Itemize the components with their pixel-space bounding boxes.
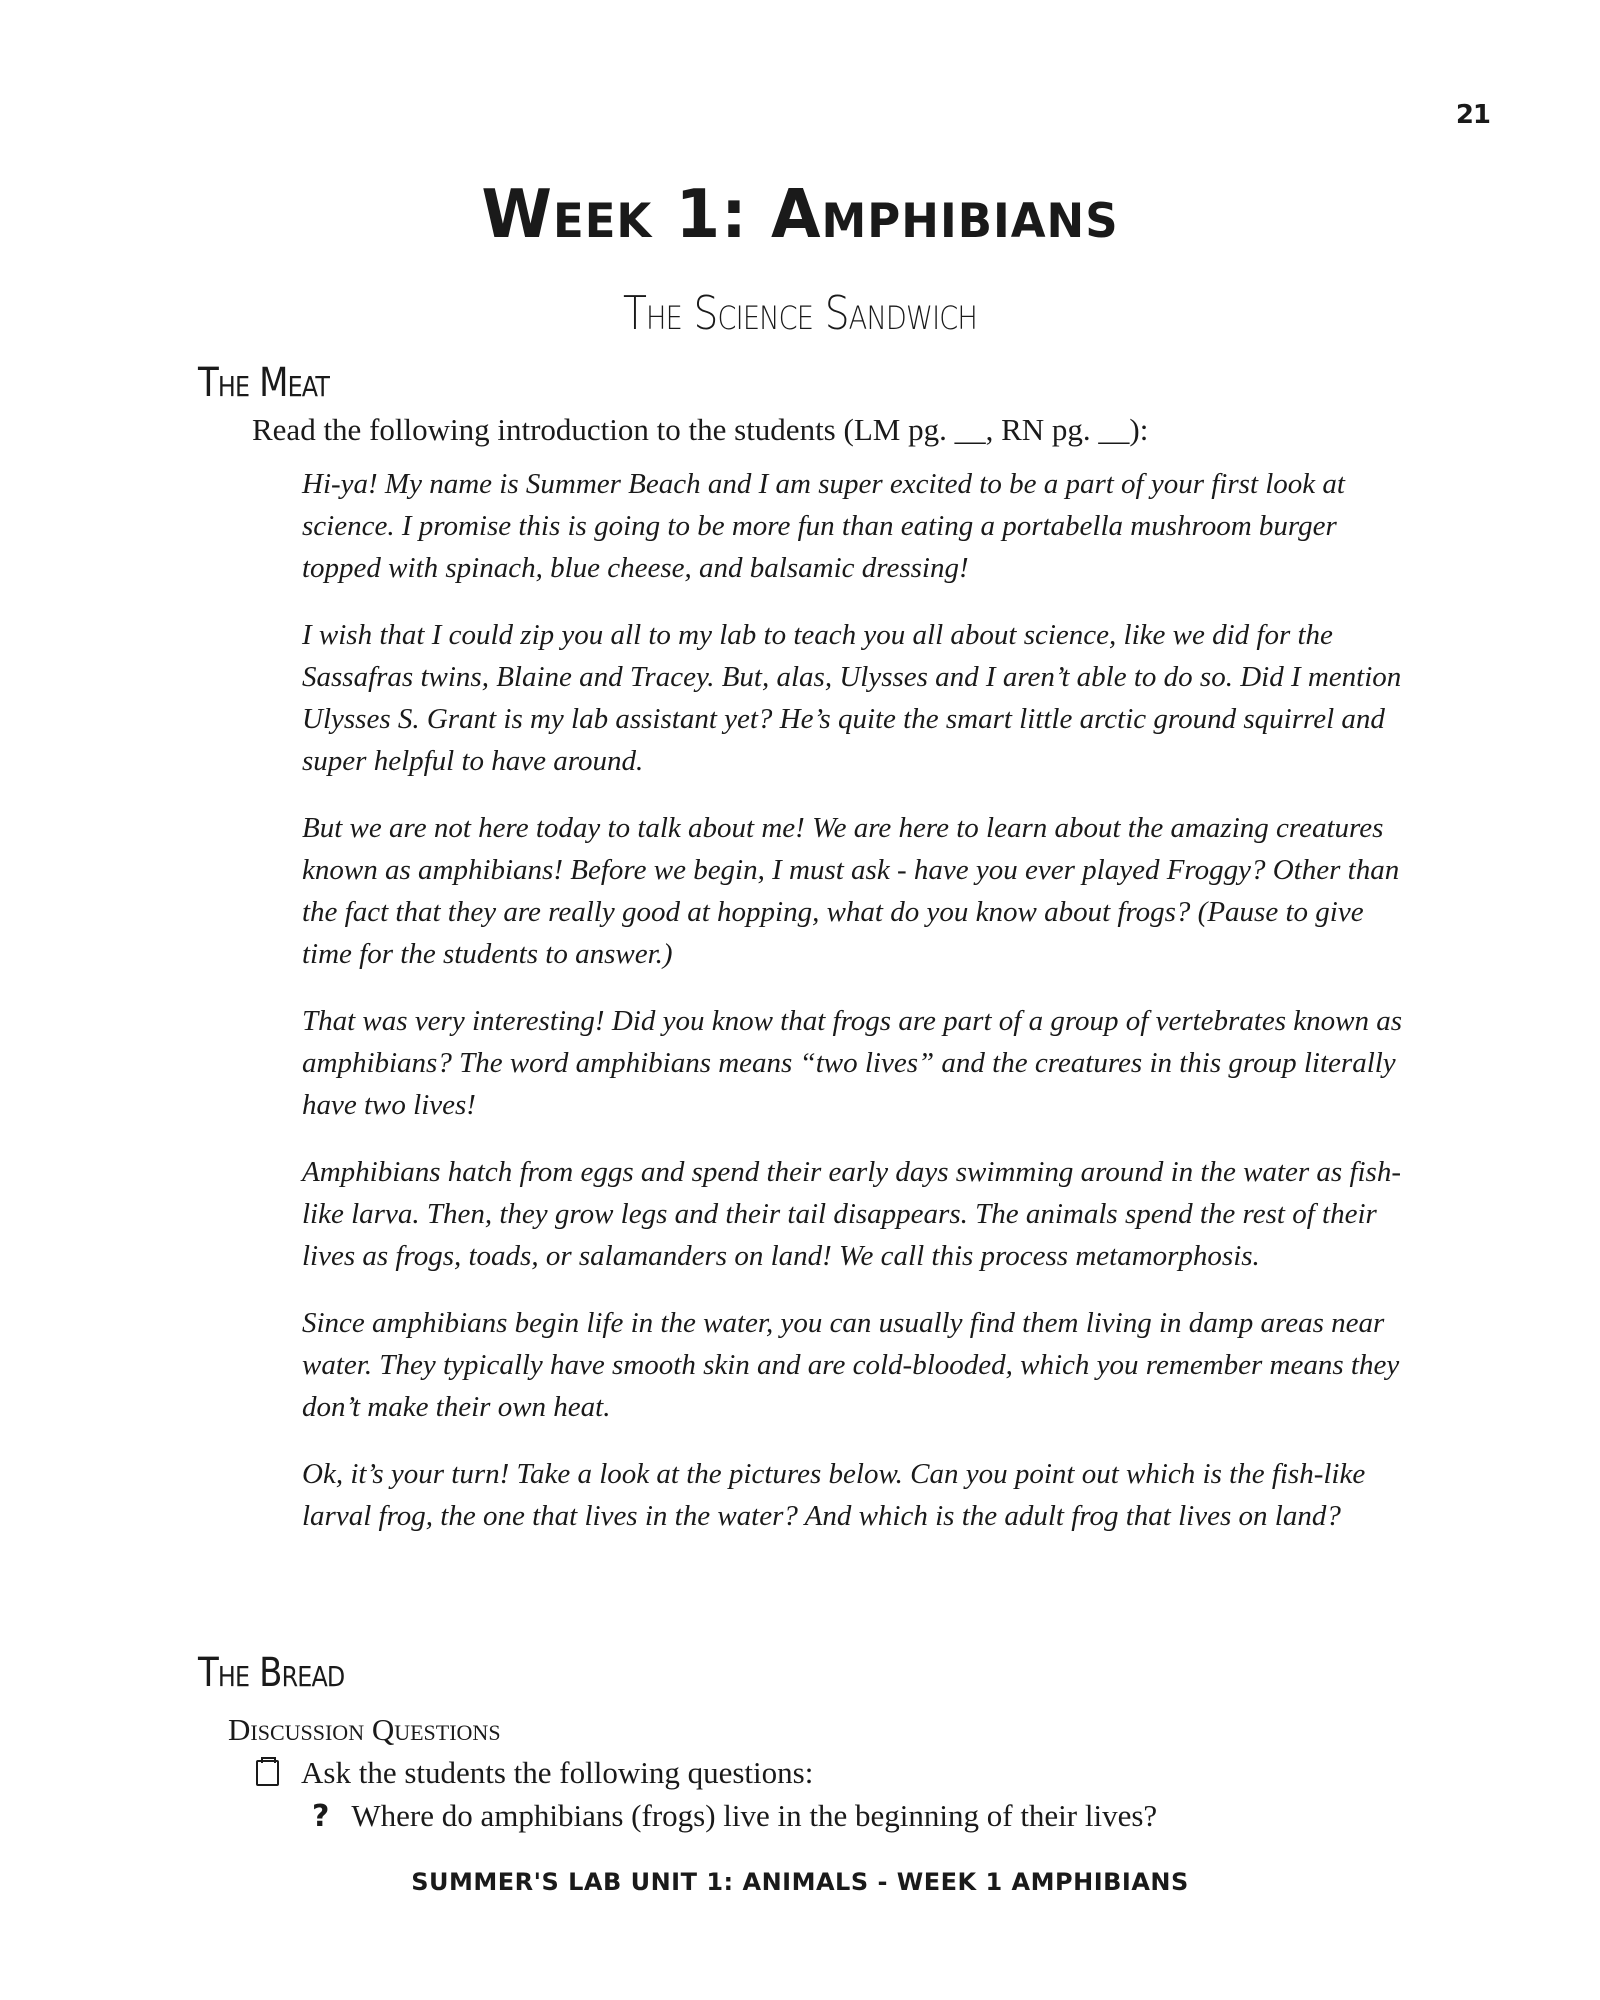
page-footer: SUMMER'S LAB UNIT 1: ANIMALS - WEEK 1 AMPHIBIANS bbox=[411, 1868, 1189, 1896]
page-subtitle: The Science Sandwich bbox=[622, 286, 977, 340]
story-paragraph: Ok, it’s your turn! Take a look at the pictures below. Can you point out which is the fish-like larval frog, the one that lives in the water? And which is the adult frog that lives on land? bbox=[302, 1458, 1366, 1532]
page-number: 21 bbox=[1455, 100, 1490, 130]
section-heading-meat: The Meat bbox=[198, 360, 330, 406]
page-title: Week 1: Amphibians bbox=[481, 176, 1119, 254]
intro-instruction: Read the following introduction to the students (LM pg. __, RN pg. __): bbox=[252, 412, 1149, 447]
section-heading-bread: The Bread bbox=[198, 1650, 345, 1696]
story-paragraph: Hi-ya! My name is Summer Beach and I am super excited to be a part of your first look at science. I promise this is going to be more fun than eating a portabella mushroom burger topped with spinach, blue cheese, and balsamic dressing! bbox=[302, 468, 1345, 584]
story-paragraph: Since amphibians begin life in the water, you can usually find them living in damp areas near water. They typically have smooth skin and are cold-blooded, which you remember means they don’t make their own heat. bbox=[302, 1307, 1400, 1423]
clipboard-icon bbox=[256, 1760, 279, 1786]
task-text: Ask the students the following questions: bbox=[301, 1755, 814, 1790]
question-text: Where do amphibians (frogs) live in the beginning of their lives? bbox=[351, 1798, 1158, 1833]
introduction-text bbox=[302, 463, 1412, 1562]
question-mark-icon: ? bbox=[312, 1799, 330, 1834]
discussion-questions-title: Discussion Questions bbox=[228, 1712, 501, 1747]
story-paragraph: I wish that I could zip you all to my lab to teach you all about science, like we did for the Sassafras twins, Blaine and Tracey. But, alas, Ulysses and I aren’t able to do so. Did I mention Ulysses S. Grant is my lab assistant yet? He’s quite the smart little arctic ground squirrel and super helpful to have around. bbox=[302, 619, 1402, 777]
question-item bbox=[312, 1798, 1157, 1834]
story-paragraph: Amphibians hatch from eggs and spend their early days swimming around in the water as fish-like larva. Then, they grow legs and their tail disappears. The animals spend the rest of their lives as frogs, toads, or salamanders on land! We call this process metamorphosis. bbox=[302, 1156, 1401, 1272]
task-item bbox=[256, 1755, 813, 1791]
story-paragraph: But we are not here today to talk about me! We are here to learn about the amazing creatures known as amphibians! Before we begin, I must ask - have you ever played Froggy? Other than the fact that they are really good at hopping, what do you know about frogs? (Pause to give time for the students to answer.) bbox=[302, 812, 1400, 970]
story-paragraph: That was very interesting! Did you know that frogs are part of a group of vertebrates known as amphibians? The word amphibians means “two lives” and the creatures in this group literally have two lives! bbox=[302, 1005, 1403, 1121]
